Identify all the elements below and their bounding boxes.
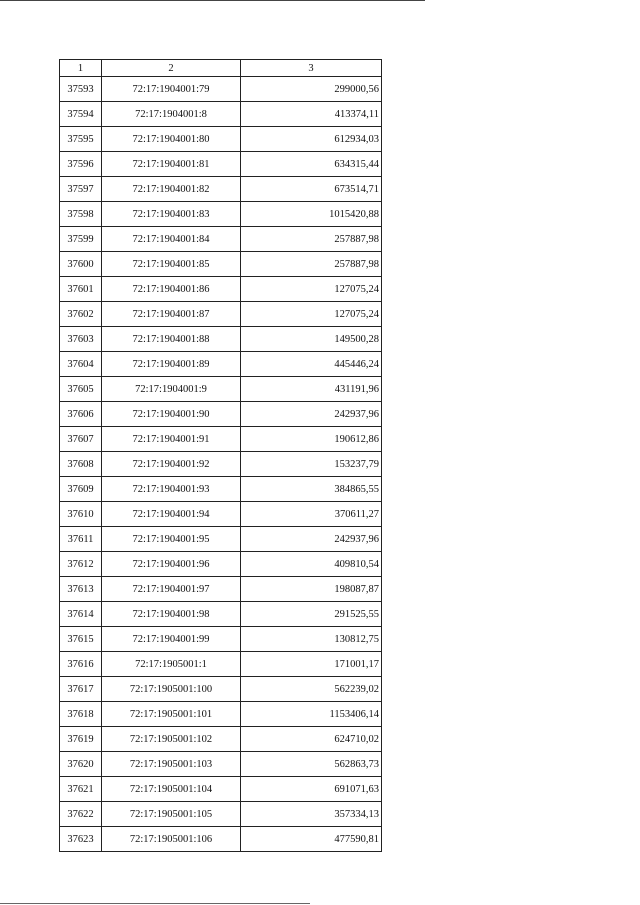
cadastral-number: 72:17:1905001:1	[102, 652, 241, 677]
table-row	[60, 377, 382, 402]
cadastral-number: 72:17:1905001:104	[102, 777, 241, 802]
row-number: 37613	[60, 577, 102, 602]
cadastral-value: 612934,03	[241, 127, 382, 152]
table-row	[60, 627, 382, 652]
table-row	[60, 402, 382, 427]
cadastral-value: 445446,24	[241, 352, 382, 377]
table-row	[60, 477, 382, 502]
row-number: 37593	[60, 77, 102, 102]
row-number: 37604	[60, 352, 102, 377]
cadastral-value: 431191,96	[241, 377, 382, 402]
cadastral-value: 153237,79	[241, 452, 382, 477]
cadastral-number: 72:17:1904001:96	[102, 552, 241, 577]
cadastral-number: 72:17:1905001:103	[102, 752, 241, 777]
row-number: 37623	[60, 827, 102, 852]
cadastral-number: 72:17:1904001:97	[102, 577, 241, 602]
cadastral-value: 1153406,14	[241, 702, 382, 727]
row-number: 37610	[60, 502, 102, 527]
row-number: 37612	[60, 552, 102, 577]
cadastral-number: 72:17:1904001:93	[102, 477, 241, 502]
cadastral-number: 72:17:1904001:83	[102, 202, 241, 227]
cadastral-value: 257887,98	[241, 252, 382, 277]
table-row	[60, 777, 382, 802]
cadastral-number: 72:17:1904001:91	[102, 427, 241, 452]
row-number: 37618	[60, 702, 102, 727]
table-row	[60, 527, 382, 552]
row-number: 37603	[60, 327, 102, 352]
row-number: 37621	[60, 777, 102, 802]
cadastral-value: 562863,73	[241, 752, 382, 777]
header-col-2: 2	[102, 60, 241, 77]
row-number: 37600	[60, 252, 102, 277]
cadastral-number: 72:17:1904001:8	[102, 102, 241, 127]
table-row	[60, 827, 382, 852]
cadastral-value: 477590,81	[241, 827, 382, 852]
cadastral-number: 72:17:1904001:99	[102, 627, 241, 652]
cadastral-number: 72:17:1905001:105	[102, 802, 241, 827]
cadastral-value: 127075,24	[241, 277, 382, 302]
table-row	[60, 102, 382, 127]
row-number: 37597	[60, 177, 102, 202]
cadastral-number: 72:17:1904001:90	[102, 402, 241, 427]
table-row	[60, 177, 382, 202]
row-number: 37609	[60, 477, 102, 502]
row-number: 37599	[60, 227, 102, 252]
header-col-3: 3	[241, 60, 382, 77]
row-number: 37606	[60, 402, 102, 427]
table-row	[60, 652, 382, 677]
cadastral-number: 72:17:1904001:92	[102, 452, 241, 477]
cadastral-value: 149500,28	[241, 327, 382, 352]
table-row	[60, 802, 382, 827]
cadastral-number: 72:17:1905001:102	[102, 727, 241, 752]
table-row	[60, 277, 382, 302]
cadastral-number: 72:17:1904001:89	[102, 352, 241, 377]
parcel-table	[59, 59, 382, 852]
row-number: 37611	[60, 527, 102, 552]
table-row	[60, 127, 382, 152]
cadastral-value: 242937,96	[241, 402, 382, 427]
cadastral-value: 198087,87	[241, 577, 382, 602]
bottom-rule	[0, 903, 310, 904]
cadastral-value: 370611,27	[241, 502, 382, 527]
row-number: 37602	[60, 302, 102, 327]
cadastral-number: 72:17:1905001:100	[102, 677, 241, 702]
row-number: 37605	[60, 377, 102, 402]
cadastral-number: 72:17:1904001:80	[102, 127, 241, 152]
row-number: 37594	[60, 102, 102, 127]
table-row	[60, 152, 382, 177]
cadastral-value: 299000,56	[241, 77, 382, 102]
table-row	[60, 227, 382, 252]
cadastral-number: 72:17:1904001:86	[102, 277, 241, 302]
table-row	[60, 702, 382, 727]
table-row	[60, 752, 382, 777]
cadastral-number: 72:17:1905001:101	[102, 702, 241, 727]
cadastral-value: 171001,17	[241, 652, 382, 677]
cadastral-value: 634315,44	[241, 152, 382, 177]
row-number: 37601	[60, 277, 102, 302]
table-row	[60, 577, 382, 602]
row-number: 37596	[60, 152, 102, 177]
cadastral-value: 673514,71	[241, 177, 382, 202]
cadastral-value: 291525,55	[241, 602, 382, 627]
cadastral-value: 257887,98	[241, 227, 382, 252]
header-row	[60, 60, 382, 77]
table-row	[60, 252, 382, 277]
cadastral-number: 72:17:1904001:82	[102, 177, 241, 202]
cadastral-number: 72:17:1904001:79	[102, 77, 241, 102]
row-number: 37619	[60, 727, 102, 752]
cadastral-number: 72:17:1904001:81	[102, 152, 241, 177]
row-number: 37595	[60, 127, 102, 152]
cadastral-value: 413374,11	[241, 102, 382, 127]
row-number: 37622	[60, 802, 102, 827]
row-number: 37615	[60, 627, 102, 652]
table-row	[60, 327, 382, 352]
row-number: 37608	[60, 452, 102, 477]
cadastral-number: 72:17:1904001:9	[102, 377, 241, 402]
cadastral-value: 409810,54	[241, 552, 382, 577]
cadastral-number: 72:17:1904001:88	[102, 327, 241, 352]
cadastral-value: 562239,02	[241, 677, 382, 702]
cadastral-number: 72:17:1904001:95	[102, 527, 241, 552]
cadastral-value: 384865,55	[241, 477, 382, 502]
cadastral-value: 127075,24	[241, 302, 382, 327]
table-body	[60, 77, 382, 852]
row-number: 37607	[60, 427, 102, 452]
table-row	[60, 452, 382, 477]
table-row	[60, 77, 382, 102]
table-row	[60, 352, 382, 377]
table-row	[60, 602, 382, 627]
cadastral-value: 691071,63	[241, 777, 382, 802]
row-number: 37617	[60, 677, 102, 702]
table-row	[60, 677, 382, 702]
cadastral-value: 1015420,88	[241, 202, 382, 227]
table-row	[60, 302, 382, 327]
table-row	[60, 202, 382, 227]
cadastral-value: 624710,02	[241, 727, 382, 752]
table-row	[60, 502, 382, 527]
cadastral-number: 72:17:1904001:87	[102, 302, 241, 327]
row-number: 37616	[60, 652, 102, 677]
top-rule	[0, 0, 425, 1]
cadastral-number: 72:17:1904001:94	[102, 502, 241, 527]
cadastral-value: 190612,86	[241, 427, 382, 452]
cadastral-value: 130812,75	[241, 627, 382, 652]
header-col-1: 1	[60, 60, 102, 77]
table-header	[60, 60, 382, 77]
row-number: 37620	[60, 752, 102, 777]
table-row	[60, 427, 382, 452]
cadastral-number: 72:17:1904001:98	[102, 602, 241, 627]
table-row	[60, 552, 382, 577]
cadastral-number: 72:17:1904001:85	[102, 252, 241, 277]
cadastral-value: 357334,13	[241, 802, 382, 827]
row-number: 37614	[60, 602, 102, 627]
table-row	[60, 727, 382, 752]
cadastral-value: 242937,96	[241, 527, 382, 552]
row-number: 37598	[60, 202, 102, 227]
cadastral-number: 72:17:1904001:84	[102, 227, 241, 252]
cadastral-number: 72:17:1905001:106	[102, 827, 241, 852]
